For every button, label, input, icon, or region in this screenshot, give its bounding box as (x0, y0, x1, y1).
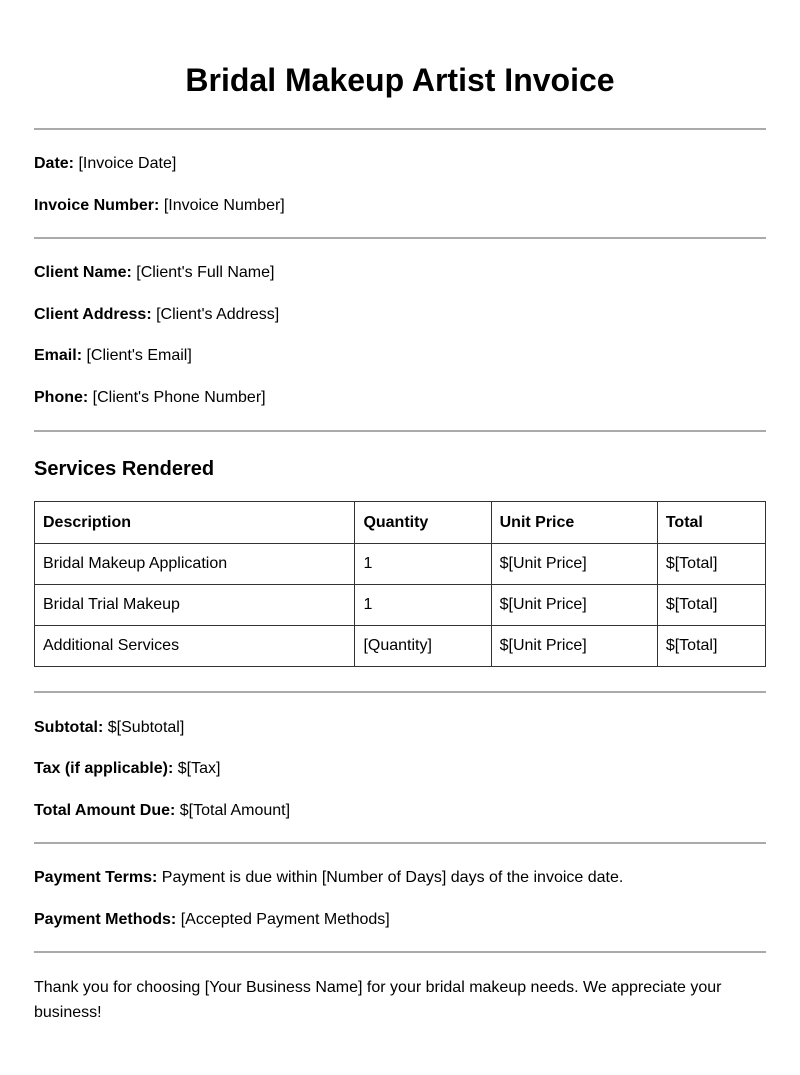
tax-label: Tax (if applicable): (34, 760, 174, 777)
invoice-title: Bridal Makeup Artist Invoice (185, 62, 615, 98)
payment-terms-value: Payment is due within [Number of Days] days of the invoice date. (161, 869, 624, 886)
invoice-number-label: Invoice Number: (34, 197, 160, 214)
client-email-label: Email: (34, 347, 83, 364)
services-table (34, 501, 766, 667)
payment-terms-label: Payment Terms: (34, 869, 158, 886)
cell-quantity: [Quantity] (355, 626, 491, 667)
subtotal-line (34, 718, 184, 738)
divider (34, 128, 766, 130)
client-address-value: [Client's Address] (156, 306, 280, 323)
payment-methods-value: [Accepted Payment Methods] (180, 911, 390, 928)
table-row (35, 585, 766, 626)
divider (34, 951, 766, 953)
client-name-label: Client Name: (34, 264, 132, 281)
cell-total: $[Total] (657, 585, 765, 626)
client-email-value: [Client's Email] (86, 347, 192, 364)
cell-description: Bridal Trial Makeup (35, 585, 355, 626)
table-header-row (35, 502, 766, 544)
divider (34, 842, 766, 844)
client-email-line (34, 346, 192, 366)
subtotal-label: Subtotal: (34, 719, 104, 736)
client-phone-line (34, 388, 266, 408)
cell-total: $[Total] (657, 626, 765, 667)
invoice-date-line (34, 154, 176, 174)
payment-methods-line (34, 910, 390, 930)
client-phone-value: [Client's Phone Number] (92, 389, 266, 406)
total-due-label: Total Amount Due: (34, 802, 176, 819)
column-header-unit-price: Unit Price (491, 502, 657, 544)
client-name-value: [Client's Full Name] (136, 264, 275, 281)
cell-quantity: 1 (355, 544, 491, 585)
cell-unit-price: $[Unit Price] (491, 626, 657, 667)
invoice-number-value: [Invoice Number] (163, 197, 285, 214)
services-heading: Services Rendered (34, 458, 215, 480)
client-phone-label: Phone: (34, 389, 89, 406)
cell-description: Additional Services (35, 626, 355, 667)
client-address-label: Client Address: (34, 306, 152, 323)
client-address-line (34, 305, 279, 325)
invoice-date-value: [Invoice Date] (78, 155, 177, 172)
divider (34, 430, 766, 432)
client-name-line (34, 263, 274, 283)
column-header-description: Description (35, 502, 355, 544)
invoice-date-label: Date: (34, 155, 75, 172)
cell-quantity: 1 (355, 585, 491, 626)
invoice-number-line (34, 196, 285, 216)
divider (34, 237, 766, 239)
thank-you-note: Thank you for choosing [Your Business Name] for your bridal makeup needs. We appreciate your business! (34, 979, 722, 1021)
cell-unit-price: $[Unit Price] (491, 585, 657, 626)
total-due-line (34, 801, 290, 821)
cell-unit-price: $[Unit Price] (491, 544, 657, 585)
cell-total: $[Total] (657, 544, 765, 585)
column-header-total: Total (657, 502, 765, 544)
table-row (35, 544, 766, 585)
cell-description: Bridal Makeup Application (35, 544, 355, 585)
column-header-quantity: Quantity (355, 502, 491, 544)
total-due-value: $[Total Amount] (179, 802, 291, 819)
payment-methods-label: Payment Methods: (34, 911, 177, 928)
table-row (35, 626, 766, 667)
payment-terms-line (34, 868, 623, 888)
divider (34, 691, 766, 693)
subtotal-value: $[Subtotal] (107, 719, 185, 736)
tax-line (34, 759, 220, 779)
tax-value: $[Tax] (177, 760, 221, 777)
